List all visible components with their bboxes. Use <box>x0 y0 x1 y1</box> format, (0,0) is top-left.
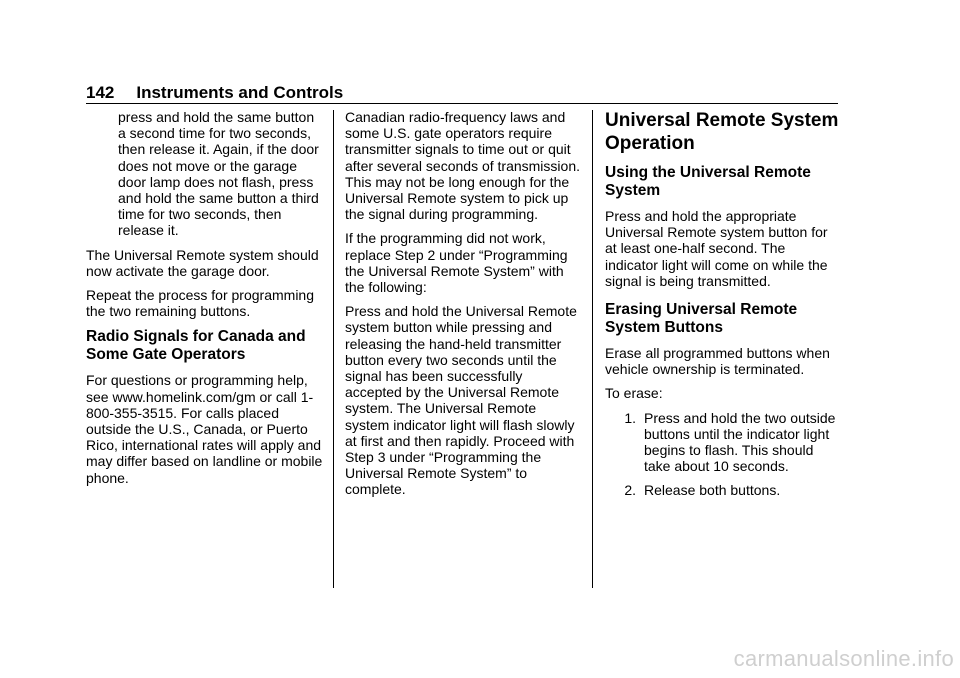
section-title: Instruments and Controls <box>136 83 344 102</box>
header-rule <box>86 103 838 104</box>
heading-using: Using the Universal Remote System <box>605 164 811 199</box>
list-number: 2. <box>624 482 636 499</box>
list-item <box>605 482 841 498</box>
page-number: 142 <box>86 83 115 102</box>
paragraph-using: Press and hold the appropriate Universal Remote system button for at least one-half second. The indicator light will come on while the signal is being transmitted. <box>605 208 828 289</box>
paragraph-if-not-work: If the programming did not work, replace Step 2 under “Programming the Universal Remote System” with the following: <box>345 230 568 296</box>
heading-erasing: Erasing Universal Remote System Buttons <box>605 301 798 337</box>
column-2 <box>345 109 583 506</box>
paragraph-erase-all: Erase all programmed buttons when vehicle ownership is terminated. <box>605 345 830 378</box>
column-divider <box>333 110 334 588</box>
list-text: Press and hold the two outside buttons until the indicator light begins to flash. This should take about 10 seconds. <box>644 409 836 475</box>
step-continuation: press and hold the same button a second time for two seconds, then release it. Again, if the door does not move or the garage door lamp does not flash, press and hold the same button a third time for two seconds, then release it. <box>118 109 319 239</box>
list-item <box>605 410 841 475</box>
paragraph-press-hold: Press and hold the Universal Remote system button while pressing and releasing the hand-held transmitter button every two seconds until the signal has been successfully accepted by the Universal Remote system. The Universal Remote system indicator light will flash slowly at first and then rapidly. Proceed with Step 3 under “Programming the Universal Remote System” to complete. <box>345 303 577 498</box>
heading-radio-signals: Radio Signals for Canada and Some Gate Operators <box>86 328 306 364</box>
paragraph-to-erase: To erase: <box>605 385 663 402</box>
paragraph-questions: For questions or programming help, see www.homelink.com/gm or call 1-800-355-3515. For calls placed outside the U.S., Canada, or Puerto Rico, international rates will apply and may differ based on landline or mobile phone. <box>86 372 323 486</box>
watermark: carmanualsonline.info <box>733 646 954 671</box>
paragraph-activate: The Universal Remote system should now activate the garage door. <box>86 246 319 279</box>
page-header <box>86 83 838 103</box>
paragraph-repeat: Repeat the process for programming the two remaining buttons. <box>86 287 314 320</box>
list-text: Release both buttons. <box>644 482 781 499</box>
column-3 <box>605 109 841 507</box>
column-1 <box>86 109 324 494</box>
column-divider <box>592 110 593 588</box>
heading-operation: Universal Remote System Operation <box>605 110 839 154</box>
list-number: 1. <box>624 409 636 426</box>
paragraph-canadian-laws: Canadian radio-frequency laws and some U.S. gate operators require transmitter signals to time out or quit after several seconds of transmission. This may not be long enough for the Universal Remote system to pick up the signal during programming. <box>345 109 580 223</box>
